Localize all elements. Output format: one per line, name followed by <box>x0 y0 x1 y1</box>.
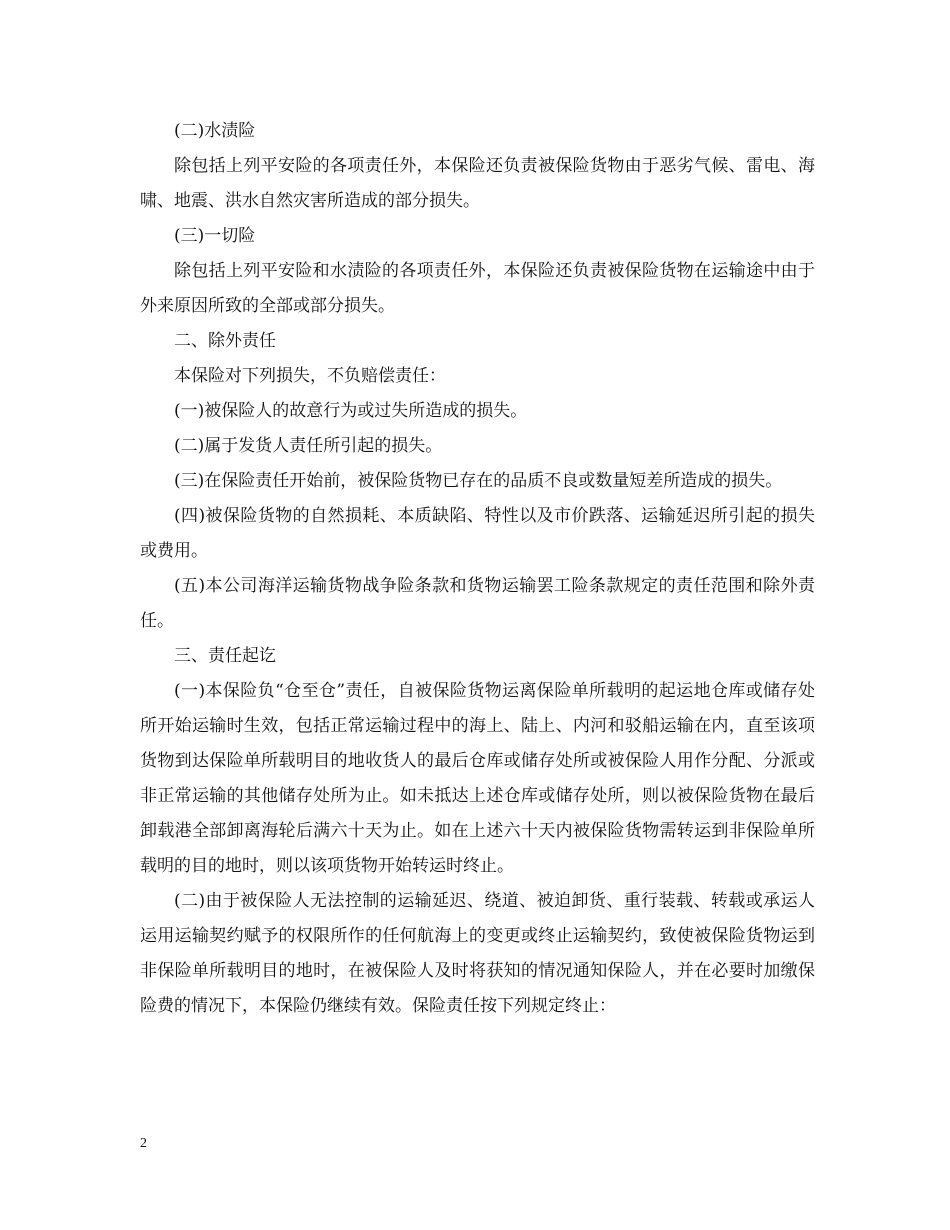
list-item: (一)本保险负“仓至仓”责任，自被保险货物运离保险单所载明的起运地仓库或储存处所开始运输时生效，包括正常运输过程中的海上、陆上、内河和驳船运输在内，直至该项货物到达保险单所载明目的地收货人的最后仓库或储存处所或被保险人用作分配、分派或非正常运输的其他储存处所为止。如未抵达上述仓库或储存处所，则以被保险货物在最后卸载港全部卸离海轮后满六十天为止。如在上述六十天内被保险货物需转运到非保险单所载明的目的地时，则以该项货物开始转运时终止。 <box>140 681 815 876</box>
list-item: (五)本公司海洋运输货物战争险条款和货物运输罢工险条款规定的责任范围和除外责任。 <box>140 576 815 631</box>
page-number: 2 <box>140 1136 147 1151</box>
paragraph: 本保险对下列损失，不负赔偿责任： <box>174 366 446 386</box>
section-heading-duration: 三、责任起讫 <box>174 646 276 666</box>
paragraph: 除包括上列平安险和水渍险的各项责任外，本保险还负责被保险货物在运输途中由于外来原因所致的全部或部分损失。 <box>140 261 815 316</box>
list-item: (二)属于发货人责任所引起的损失。 <box>174 436 443 456</box>
clause-heading-all-risks: (三)一切险 <box>174 226 256 246</box>
document-body <box>140 114 815 1024</box>
section-heading-exclusions: 二、除外责任 <box>174 331 276 351</box>
list-item: (三)在保险责任开始前，被保险货物已存在的品质不良或数量短差所造成的损失。 <box>174 471 783 491</box>
paragraph: 除包括上列平安险的各项责任外，本保险还负责被保险货物由于恶劣气候、雷电、海啸、地震、洪水自然灾害所造成的部分损失。 <box>140 156 815 211</box>
list-item: (二)由于被保险人无法控制的运输延迟、绕道、被迫卸货、重行装载、转载或承运人运用运输契约赋予的权限所作的任何航海上的变更或终止运输契约，致使被保险货物运到非保险单所载明目的地时，在被保险人及时将获知的情况通知保险人，并在必要时加缴保险费的情况下，本保险仍继续有效。保险责任按下列规定终止： <box>140 891 815 1016</box>
list-item: (一)被保险人的故意行为或过失所造成的损失。 <box>174 401 528 421</box>
clause-heading-water-damage: (二)水渍险 <box>174 121 256 141</box>
list-item: (四)被保险货物的自然损耗、本质缺陷、特性以及市价跌落、运输延迟所引起的损失或费用。 <box>140 506 815 561</box>
